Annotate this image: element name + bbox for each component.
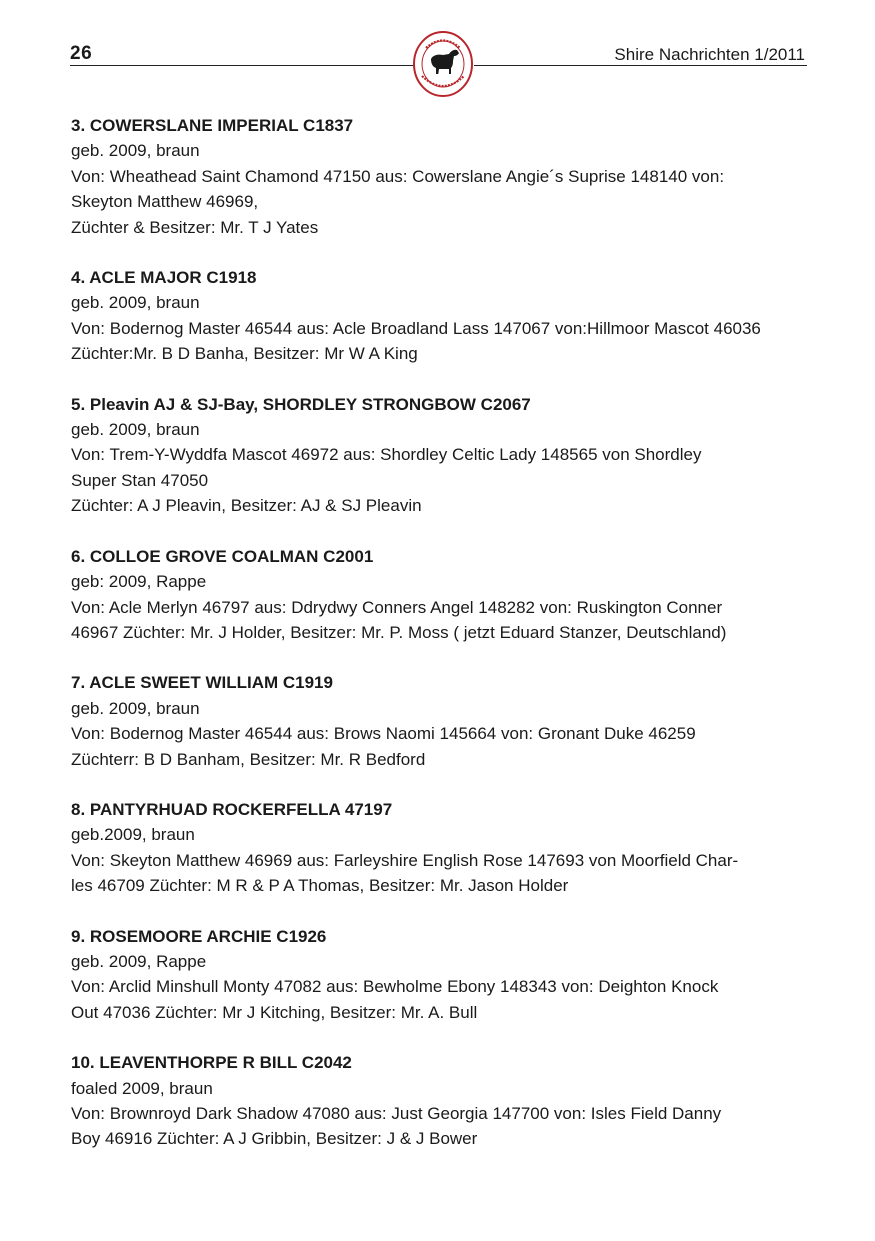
entry-detail-line: Von: Wheathead Saint Chamond 47150 aus: Cowerslane Angie´s Suprise 148140 von: xyxy=(71,166,725,186)
horse-entry xyxy=(71,113,807,240)
horse-entry xyxy=(71,797,807,899)
entry-detail-line: geb. 2009, braun xyxy=(71,420,200,440)
entry-detail-line: Von: Bodernog Master 46544 aus: Acle Broadland Lass 147067 von:Hillmoor Mascot 46036 xyxy=(71,318,761,338)
entry-detail-line: geb: 2009, Rappe xyxy=(71,572,207,592)
entry-detail-line: geb.2009, braun xyxy=(71,825,195,845)
entry-detail-line: Züchter:Mr. B D Banha, Besitzer: Mr W A King xyxy=(71,344,418,364)
entry-detail-line: foaled 2009, braun xyxy=(71,1078,213,1098)
header-rule-right xyxy=(474,65,807,66)
entry-title: 9. ROSEMOORE ARCHIE C1926 xyxy=(71,926,327,946)
page-number: 26 xyxy=(70,43,93,64)
entry-detail-line: Von: Skeyton Matthew 46969 aus: Farleyshire English Rose 147693 von Moorfield Char- xyxy=(71,850,739,870)
entry-detail-line: 46967 Züchter: Mr. J Holder, Besitzer: Mr. P. Moss ( jetzt Eduard Stanzer, Deutschland) xyxy=(71,622,727,642)
horse-entry xyxy=(71,670,807,772)
entry-detail-line: Boy 46916 Züchter: A J Gribbin, Besitzer: J & J Bower xyxy=(71,1129,478,1149)
magazine-title: Shire Nachrichten 1/2011 xyxy=(614,45,805,64)
horse-entry xyxy=(71,392,807,519)
entry-detail-line: Skeyton Matthew 46969, xyxy=(71,192,259,212)
horse-entry xyxy=(71,544,807,646)
entry-detail-line: geb. 2009, braun xyxy=(71,141,200,161)
entry-detail-line: Von: Acle Merlyn 46797 aus: Ddrydwy Conners Angel 148282 von: Ruskington Conner xyxy=(71,597,723,617)
entry-title: 3. COWERSLANE IMPERIAL C1837 xyxy=(71,116,354,135)
entry-detail-line: Out 47036 Züchter: Mr J Kitching, Besitzer: Mr. A. Bull xyxy=(71,1002,478,1022)
horse-entry xyxy=(71,924,807,1026)
shire-horse-logo xyxy=(412,30,474,98)
entry-detail-line: geb. 2009, braun xyxy=(71,698,200,718)
entry-detail-line: Super Stan 47050 xyxy=(71,470,209,490)
horse-entry xyxy=(71,1050,807,1152)
entry-detail-line: les 46709 Züchter: M R & P A Thomas, Besitzer: Mr. Jason Holder xyxy=(71,876,569,896)
entry-title: 10. LEAVENTHORPE R BILL C2042 xyxy=(71,1053,352,1073)
entry-title: 6. COLLOE GROVE COALMAN C2001 xyxy=(71,546,374,566)
entry-detail-line: Von: Arclid Minshull Monty 47082 aus: Bewholme Ebony 148343 von: Deighton Knock xyxy=(71,977,719,997)
entry-detail-line: geb. 2009, braun xyxy=(71,293,200,313)
entry-title: 5. Pleavin AJ & SJ-Bay, SHORDLEY STRONGBOW C2067 xyxy=(71,394,531,414)
entry-detail-line: Züchter: A J Pleavin, Besitzer: AJ & SJ Pleavin xyxy=(71,496,422,516)
entry-detail-line: geb. 2009, Rappe xyxy=(71,951,207,971)
entry-title: 8. PANTYRHUAD ROCKERFELLA 47197 xyxy=(71,799,393,819)
entry-title: 4. ACLE MAJOR C1918 xyxy=(71,268,257,288)
page-header xyxy=(0,0,875,110)
header-rule-left xyxy=(70,65,413,66)
entry-detail-line: Züchterr: B D Banham, Besitzer: Mr. R Bedford xyxy=(71,749,426,769)
entry-detail-line: Von: Trem-Y-Wyddfa Mascot 46972 aus: Shordley Celtic Lady 148565 von Shordley xyxy=(71,445,702,465)
entry-detail-line: Von: Brownroyd Dark Shadow 47080 aus: Just Georgia 147700 von: Isles Field Danny xyxy=(71,1104,722,1123)
entry-detail-line: Züchter & Besitzer: Mr. T J Yates xyxy=(71,217,319,237)
entries-list xyxy=(71,113,807,1177)
entry-title: 7. ACLE SWEET WILLIAM C1919 xyxy=(71,673,333,693)
entry-detail-line: Von: Bodernog Master 46544 aus: Brows Naomi 145664 von: Gronant Duke 46259 xyxy=(71,724,696,744)
horse-entry xyxy=(71,265,807,367)
